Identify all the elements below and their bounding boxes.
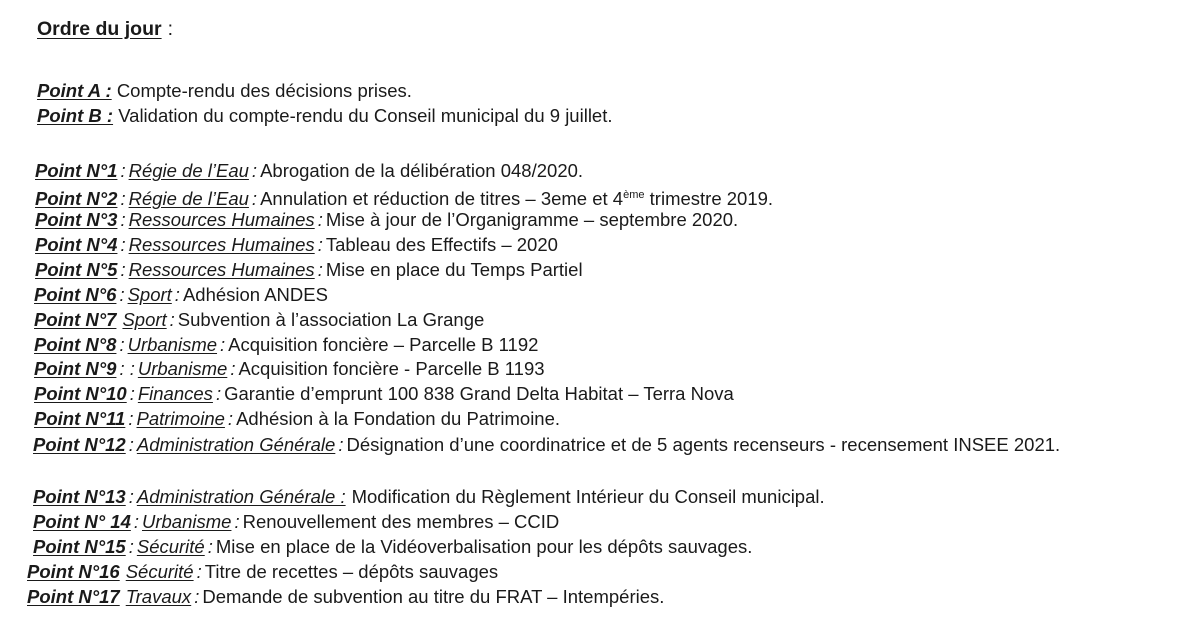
agenda-item-10 <box>34 383 734 405</box>
point-label: Point N°3 <box>35 209 118 230</box>
point-text: Acquisition foncière – Parcelle B 1192 <box>228 334 539 355</box>
point-category: Ressources Humaines <box>128 209 315 230</box>
point-separator: : <box>129 383 135 404</box>
category-separator: : <box>196 561 202 582</box>
point-label: Point B : <box>37 105 114 126</box>
agenda-item-15 <box>33 536 752 558</box>
point-category: Administration Générale <box>136 434 336 455</box>
agenda-item-4 <box>35 234 558 256</box>
point-label: Point N° 14 <box>33 511 131 532</box>
point-separator: : <box>120 188 126 209</box>
point-label: Point N°5 <box>35 259 118 280</box>
point-text: Adhésion à la Fondation du Patrimoine. <box>236 408 561 429</box>
point-text: Mise en place du Temps Partiel <box>325 259 583 280</box>
category-separator: : <box>220 334 226 355</box>
point-separator: : <box>128 486 134 507</box>
agenda-item-3 <box>35 209 738 231</box>
category-separator: : <box>234 511 240 532</box>
point-category: Ressources Humaines <box>128 259 315 280</box>
point-category: Administration Générale : <box>136 486 346 507</box>
point-category: Régie de l’Eau <box>128 160 249 181</box>
category-separator: : <box>215 383 222 404</box>
point-text: Mise à jour de l’Organigramme – septembre 2020. <box>325 209 739 230</box>
point-label: Point N°6 <box>34 284 117 305</box>
category-separator: : <box>194 586 200 607</box>
agenda-intro-a <box>37 80 412 102</box>
point-separator: : <box>120 209 126 230</box>
agenda-title <box>37 18 173 41</box>
agenda-item-16 <box>27 561 498 583</box>
category-separator: : <box>338 434 344 455</box>
agenda-item-8 <box>34 334 538 356</box>
point-text: Garantie d’emprunt 100 838 Grand Delta Habitat – Terra Nova <box>224 383 734 404</box>
point-text: Annulation et réduction de titres – 3eme et 4 <box>260 188 624 209</box>
point-category: Sécurité <box>136 536 205 557</box>
point-category: Urbanisme <box>127 334 218 355</box>
point-separator: : <box>120 234 126 255</box>
point-category: Sécurité <box>125 561 194 582</box>
point-label: Point N°4 <box>35 234 118 255</box>
point-separator: : <box>119 284 125 305</box>
point-label: Point N°9 <box>34 358 117 379</box>
point-text: Compte-rendu des décisions prises. <box>116 80 412 101</box>
category-separator: : <box>169 309 175 330</box>
point-label: Point N°10 <box>34 383 127 404</box>
point-text: Titre de recettes – dépôts sauvages <box>204 561 499 582</box>
point-text: Acquisition foncière - Parcelle B 1193 <box>238 358 545 379</box>
point-separator: : <box>128 536 134 557</box>
point-separator: : <box>120 160 126 181</box>
agenda-item-13 <box>33 486 825 508</box>
agenda-item-2 <box>35 184 773 210</box>
point-label: Point N°2 <box>35 188 118 209</box>
point-separator: : <box>120 259 126 280</box>
agenda-item-14 <box>33 511 559 533</box>
point-label: Point N°16 <box>27 561 120 582</box>
category-separator: : <box>251 188 258 209</box>
point-label: Point A : <box>37 80 112 101</box>
point-category: Finances <box>137 383 213 404</box>
point-separator: : : <box>119 358 135 379</box>
point-label: Point N°8 <box>34 334 117 355</box>
point-separator: : <box>119 334 125 355</box>
point-text: Renouvellement des membres – CCID <box>242 511 560 532</box>
point-label: Point N°1 <box>35 160 118 181</box>
point-text: Validation du compte-rendu du Conseil municipal du 9 juillet. <box>118 105 613 126</box>
point-text: Modification du Règlement Intérieur du Conseil municipal. <box>351 486 825 507</box>
agenda-title-text: Ordre du jour <box>37 18 162 40</box>
agenda-intro-b <box>37 105 613 127</box>
point-separator: : <box>128 434 134 455</box>
point-text: Mise en place de la Vidéoverbalisation pour les dépôts sauvages. <box>215 536 753 557</box>
point-text: Demande de subvention au titre du FRAT – Intempéries. <box>202 586 665 607</box>
category-separator: : <box>230 358 236 379</box>
agenda-item-11 <box>34 408 560 430</box>
point-text: Adhésion ANDES <box>182 284 328 305</box>
point-separator: : <box>133 511 139 532</box>
agenda-title-colon: : <box>167 18 174 40</box>
point-separator: : <box>128 408 134 429</box>
point-category: Patrimoine <box>136 408 225 429</box>
point-text-end: trimestre 2019. <box>644 188 774 209</box>
point-text: Abrogation de la délibération 048/2020. <box>260 160 584 181</box>
agenda-item-1 <box>35 160 583 182</box>
agenda-item-6 <box>34 284 328 306</box>
agenda-item-12 <box>33 436 1173 454</box>
agenda-item-9 <box>34 358 545 380</box>
agenda-item-7 <box>34 309 484 331</box>
point-category: Sport <box>127 284 172 305</box>
point-label: Point N°7 <box>34 309 117 330</box>
agenda-item-17 <box>27 586 664 608</box>
point-category: Travaux <box>125 586 192 607</box>
category-separator: : <box>207 536 213 557</box>
category-separator: : <box>251 160 258 181</box>
point-category: Ressources Humaines <box>128 234 315 255</box>
point-label: Point N°17 <box>27 586 120 607</box>
category-separator: : <box>317 234 323 255</box>
agenda-item-5 <box>35 259 583 281</box>
point-category: Sport <box>122 309 167 330</box>
point-text: Subvention à l’association La Grange <box>177 309 485 330</box>
point-label: Point N°13 <box>33 486 126 507</box>
point-label: Point N°11 <box>34 408 126 429</box>
category-separator: : <box>317 259 323 280</box>
point-category: Régie de l’Eau <box>128 188 249 209</box>
category-separator: : <box>227 408 234 429</box>
category-separator: : <box>317 209 323 230</box>
point-text: Tableau des Effectifs – 2020 <box>325 234 558 255</box>
point-label: Point N°12 <box>33 434 126 455</box>
point-category: Urbanisme <box>137 358 228 379</box>
point-category: Urbanisme <box>142 511 232 532</box>
point-text: Désignation d’une coordinatrice et de 5 agents recenseurs - recensement INSEE 2021. <box>346 434 1061 455</box>
point-text-superscript: ème <box>623 189 645 201</box>
point-label: Point N°15 <box>33 536 126 557</box>
category-separator: : <box>174 284 180 305</box>
